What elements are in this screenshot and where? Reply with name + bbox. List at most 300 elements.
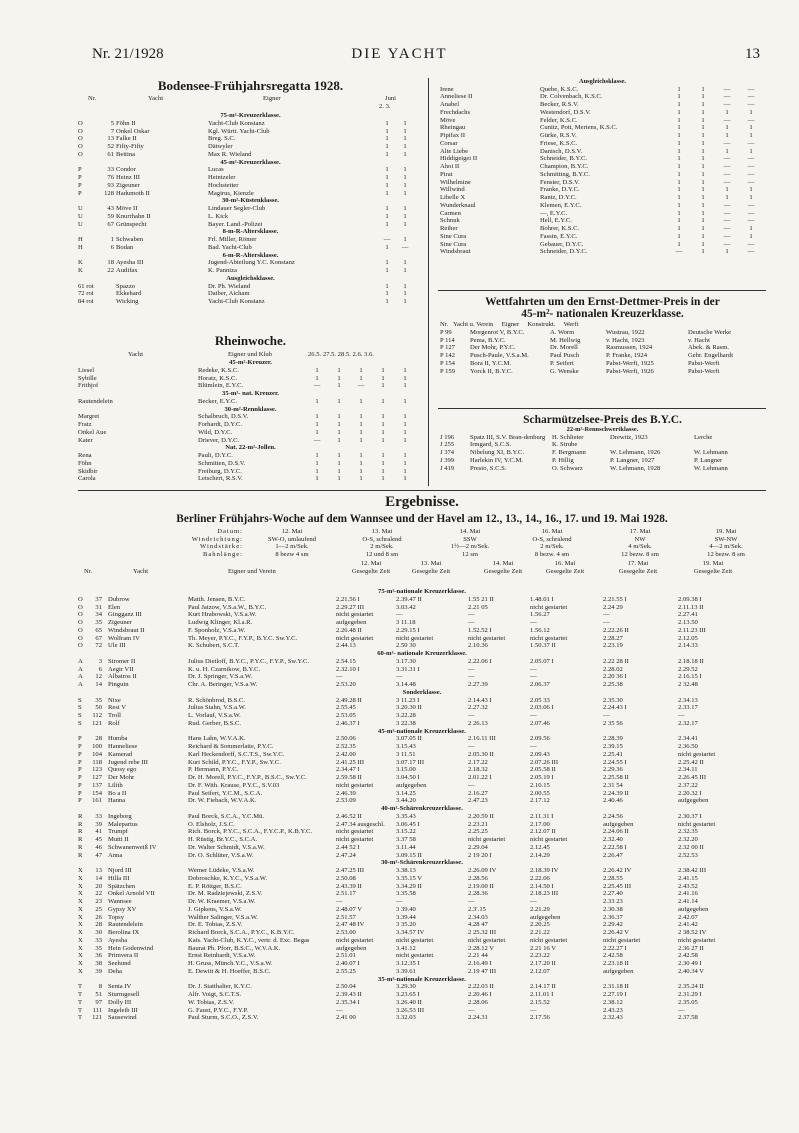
table-row [78,991,766,999]
scharmuetzel-subtitle: 22-m²-Rennschwertklasse. [566,426,639,433]
cell: T [78,998,83,1006]
cell: K. Strube [552,441,578,449]
table-row [78,929,766,937]
cell: 1 [385,259,389,267]
table-row [78,143,423,151]
cell: P 114 [440,336,455,344]
cell: Dr. W. Kraemer, V.S.a.W. [188,898,256,905]
cell: K. Panniza [208,267,237,274]
cell: 1.55 21 II [468,595,494,603]
section-heading: 45-m²-nationale Kreuzerklasse. [378,727,466,735]
cell: Dr. F. With. Krause, P.Y.C., S.V.03 [188,781,280,789]
cell: 2.03.06 I [530,704,554,712]
cell: 1 [337,467,341,475]
table-row [440,109,765,117]
cell: 1 [701,132,705,140]
cell: 3.14.48 [396,681,416,688]
rheinwoche-col-head [78,349,423,359]
cell: 2.53.09 [336,797,356,805]
table-row [78,921,766,929]
cell: 2.17.20 II [530,960,556,967]
cell: J 374 [440,449,455,457]
cell: 2 35 56 [603,719,623,727]
cell: Forhardt, D.Y.C. [198,421,243,428]
cell: 67 [107,220,114,228]
cell: Dubrow [108,595,130,603]
cell: 2.14.17 II [530,983,556,991]
cell: 1 [725,124,729,132]
cell: Schnuk [440,217,460,225]
cell: 34 [95,611,102,619]
cell: — [723,163,731,171]
cell: 2.28.12 V [468,944,495,952]
cell: 2.32 00 II [678,843,704,851]
cell: 2.32.10 I [336,665,360,673]
cell: X [78,936,83,944]
cell: 1 [337,421,341,428]
cell: 161 [92,797,102,805]
cell: nicht gestartet [336,781,374,789]
cell: — [723,209,731,217]
cell: P 142 [440,352,455,359]
weather-value: 12 und 8 sm [365,550,399,558]
cell: 111 [92,1006,102,1014]
cell: X [78,874,83,882]
cell: 1 [677,155,681,163]
cell: A [78,657,83,665]
cell: 1 [385,243,389,251]
cell: P. Hermann, P.Y.C. [188,766,239,774]
cell: 5 [110,119,114,127]
cell: 1 [385,174,389,181]
cell: 2.36 27 II [678,944,704,952]
cell: 2.26.48 II [336,626,362,634]
cell: 1 [385,220,389,228]
cell: 2.41.16 [678,890,698,898]
cell: 2.31.29 I [678,991,702,998]
cell: 1 [403,212,407,220]
cell: 12 [95,673,102,681]
cell: 1 [359,428,363,436]
cell: 1 [403,436,407,444]
cell: Frl. Miller, Römer [208,236,257,243]
cell: X [78,890,83,898]
cell: 1 [385,150,389,158]
cell: Bora II, Y.C.M. [470,359,512,367]
table-row [78,813,766,821]
table-row [440,241,765,249]
cell: 3.35.15 V [396,874,423,882]
cell: 1 [337,452,341,459]
weather-label: Datum: [217,528,243,535]
cell: Rautendelein [78,397,113,405]
cell: nicht gestartet [396,936,434,944]
cell: Carmen [440,209,461,217]
cell: 2 38.52 IV [678,929,707,936]
table-row [78,298,423,306]
dettmer-section [440,296,765,375]
cell: Felder, K.S.C. [540,116,578,124]
cell: 2.14.43 I [468,696,492,704]
cell: 1 [381,428,385,436]
cell: 2.59.58 II [336,774,362,781]
cell: 1 [385,189,389,197]
cell: aufgegeben [603,967,634,975]
col-nr: Nr. [88,95,97,102]
cell: P [78,766,82,774]
ausgleich-title: Ausgleichsklasse. [578,78,627,85]
cell: nicht gestartet [336,828,374,836]
table-row [78,759,766,767]
cell: U [78,212,83,220]
cell: nicht gestartet [468,836,506,843]
cell: 2.22.26 II [603,626,629,634]
cell: 2.07.26 III [530,758,559,766]
cell: 2.09.56 [530,735,550,743]
cell: P [78,181,82,189]
cell: aufgegeben [603,820,634,828]
cell: U [78,205,83,212]
bodensee-title: Bodensee-Frühjahrsregatta 1928. [157,78,344,93]
col-gesegelte-zeit: Gesegelte Zeit [483,568,523,575]
cell: Th. Meyer, P.Y.C., F.Y.P., B.Y.C. Sw.Y.C. [188,634,298,642]
cell: Pirat [440,170,453,178]
cell: 1 [677,209,681,217]
table-row [78,774,766,782]
cell: 3.29.30 [396,983,416,991]
cell: 33 [95,812,102,820]
cell: Schmitten, D.S.V. [198,459,246,467]
cell: 2.28.39 [603,735,623,743]
cell: 14 [95,874,102,882]
cell: Njord III [108,867,132,874]
cell: — [313,382,321,390]
cell: Wunderknaul [440,201,476,209]
cell: nicht gestartet [468,634,506,642]
cell: 23 [95,898,102,905]
col-dates: 26.5. 27.5. 28.5. 2.6. 3.6. [308,351,374,358]
cell: S [78,704,82,712]
cell: 2.32.17 [678,719,698,727]
cell: O. Schwarz [552,464,583,472]
cell: 1 [381,421,385,428]
section-heading: 35-m²- nat. Kreuzer. [222,390,279,397]
cell: 2.29.42 [603,921,623,929]
cell: 2.21 05 [468,603,488,611]
weather-value: 12 bezw. 8 sm [707,550,745,558]
cell: 1 [403,189,407,197]
column-divider [428,78,429,486]
cell: 1 [677,225,681,233]
cell: 2.39.15 [603,743,623,750]
cell: Gebauer, D.Y.C. [540,240,584,248]
cell: 22 [95,890,102,898]
cell: 2.35.24 II [678,983,704,991]
cell: 1 [403,205,407,212]
cell: 2.34.11 [678,766,698,774]
cell: 2.28.06 [468,998,488,1006]
cell: 8 [98,983,102,991]
cell: 127 [92,774,102,781]
cell: P [78,797,82,805]
cell: Möve [440,116,456,124]
weather-value: 8 bezw. 4 sm [534,550,570,558]
cell: 2.37.58 [678,1014,698,1022]
cell: Pipifax II [440,132,466,140]
cell: 2.20 36 I [603,673,627,681]
cell: O [78,595,83,603]
cell: 2.11.31 I [530,812,554,820]
cell: Rena [78,452,92,459]
table-row [78,468,423,476]
cell: Föhn [78,459,92,467]
table-row [78,1014,766,1022]
cell: Walther Salinger, V.S.a.W. [188,913,258,921]
table-row [78,743,766,751]
cell: 2.33 23 [603,898,623,905]
cell: 3.31.31 I [396,665,420,673]
cell: 121 [92,1014,102,1022]
table-row [78,128,423,136]
cell: 1 [677,93,681,101]
cell: J 255 [440,441,455,449]
table-row [78,1007,766,1015]
cell: Lindauer Segler-Club [208,205,266,212]
cell: Bad. Yacht-Club [208,243,252,251]
cell: 2.05.19 I [530,774,554,781]
cell: Richard Borck, S.C.A., P.Y.C., K.B.Y.C. [188,929,295,936]
cell: 1 [403,181,407,189]
cell: 1 [385,181,389,189]
cell: K. u. H. Czarnikow, B.Y.C. [188,665,261,673]
cell: 2.05 33 [530,696,550,704]
weather-label: Bahnlänge: [202,550,243,558]
cell: 3.26.40 II [396,998,422,1006]
cell: Irmgard, S.C.S. [470,441,512,449]
cell: 2.27.41 [678,611,698,619]
cell: Lucas [208,166,224,174]
cell: 1 [749,194,753,202]
cell: Kurt Hrabowski, V.S.a.W. [188,611,257,619]
cell: — [468,712,475,719]
cell: Dr. H. Morell, P.Y.C., F.Y.P., B.S.C., Sw.Y.C. [188,774,307,781]
cell: P 154 [440,359,455,367]
cell: 25 [95,905,102,913]
cell: 1 [749,225,753,233]
cell: X [78,882,83,890]
cell: 1 [701,225,705,233]
cell: Audifax [116,267,138,274]
cell: 1 [701,139,705,147]
cell: O [78,626,83,634]
cell: 1 [385,212,389,220]
cell: 1 [677,232,681,240]
cell: 1 [381,459,385,467]
cell: 1 [677,201,681,209]
table-row [78,797,766,805]
table-row [78,735,766,743]
cell: Deutsche Werke [688,328,732,336]
table-row [78,635,766,643]
cell: Paul Seifert, Y.C.M., S.C.A. [188,789,263,797]
cell: 2.20.46 I [468,991,492,998]
cell: 1 [749,108,753,116]
cell: Franke, D.Y.C. [540,186,580,194]
cell: 2.43.52 [678,882,698,890]
ergebnisse-section [78,494,766,1022]
cell: O [78,143,83,150]
cell: 1 [403,127,407,135]
cell: 2.22 28 II [603,657,629,665]
cell: nicht gestartet [336,936,374,944]
col-date: 13. Mai [420,560,442,567]
cell: 2.47.23 [468,797,488,805]
cell: R [78,812,83,820]
cell: Hiddigeigei II [440,155,478,163]
cell: 3 22.38 [396,719,416,727]
weather-value: 8 bezw 4 sm [275,550,309,558]
cell: 2 19 20 I [468,851,492,859]
cell: 2.43.39 II [336,882,362,890]
cell: Deha [108,967,122,975]
table-row [440,368,765,376]
table-row [78,983,766,991]
cell: Quosy ego [108,766,137,774]
cell: Bo a II [108,789,127,797]
cell: — [357,382,365,390]
cell: Paul Sturm, S.C.O., Z.S.V. [188,1014,259,1022]
cell: 1 [315,459,319,467]
cell: — [723,178,731,186]
table-row [78,421,423,429]
cell: 2.39.43 II [336,991,362,998]
table-row [78,712,766,720]
cell: X [78,921,83,929]
cell: — [723,155,731,163]
cell: Rolf [108,719,120,727]
cell: R. Schönbrod, B.S.C. [188,696,245,704]
cell: 2.15.52 [530,998,550,1006]
cell: Spazzo [116,282,136,290]
cell: — [530,898,537,905]
cell: Dr. E. Tobias, Z.S.V. [188,921,243,929]
cell: Margret [78,413,100,421]
table-row [78,945,766,953]
weather-value: 1½—2 m/Sek. [450,543,490,551]
cell: 1 [701,248,705,256]
cell: 2.28.56 [468,874,488,882]
cell: 6 [98,665,102,673]
cell: Ingeleib III [108,1006,138,1014]
cell: 1 [403,428,407,436]
cell: O [78,634,83,642]
cell: H. Rüstig, Br.Y.C., S.C.A. [188,836,258,843]
cell: Troll [108,712,121,719]
cell: 50 [95,704,102,712]
cell: Klemen, E.Y.C. [540,201,582,209]
cell: Chr. A. Beringer, V.S.a.W. [188,681,258,688]
cell: 2.21 16 V [530,944,557,952]
cell: Schalbruch, D.S.V. [198,413,249,421]
table-row [78,290,423,298]
cell: 1 [403,467,407,475]
cell: — [530,743,537,750]
cell: Ahoi II [440,163,460,171]
cell: 2.10.15 [530,781,550,789]
cell: 1 [381,436,385,444]
cell: 1 [403,459,407,467]
cell: 2.47.24 [336,851,356,859]
cell: 2.12.07 II [530,828,556,836]
cell: Humba [108,735,128,743]
table-row [78,190,423,198]
cell: Zigeuner [116,181,140,189]
cell: 2.55.45 [336,704,356,712]
cell: 3.39.61 [396,967,416,975]
cell: 2.21.22 [530,929,550,936]
cell: Föhn II [116,119,136,127]
cell: 2.36.50 [678,743,698,750]
col-eigner: Eigner und Verein [228,568,276,575]
cell: Dr. Morell [550,344,578,352]
cell: 1 [403,259,407,267]
cell: Elen [108,603,121,611]
weather-value: 12 sm [462,550,478,558]
cell: S [78,712,82,719]
weather-value: 2 m/Sek. [540,543,564,551]
cell: 1 [359,366,363,374]
cell: F. Sponholz, V.S.a.W. [188,626,246,634]
col-gesegelte-zeit: Gesegelte Zeit [618,568,658,575]
cell: 2.46.37 I [336,719,360,727]
cell: Irene [440,85,454,93]
weather-value: 16. Mai [541,528,563,535]
cell: 1 [749,124,753,132]
cell: 1 [677,194,681,202]
weather-value: 19. Mai [715,528,737,535]
cell: 1 [381,382,385,390]
cell: 2.20.32 I [678,789,702,797]
cell: v. Hacht, 1923 [606,336,645,344]
cell: 1 [337,382,341,390]
table-row [78,844,766,852]
table-row [78,367,423,375]
cell: 20 [95,882,102,890]
cell: Möve II [116,205,138,212]
divider [438,290,766,291]
cell: 1 [403,290,407,298]
cell: F. Bergmann [552,449,586,457]
cell: — [336,898,343,905]
cell: — [747,155,755,163]
cell: 1 [725,248,729,256]
cell: 2.32.40 [603,836,623,843]
weather-value: 12 bezw. 8 sm [621,550,659,558]
cell: Malepartus [108,820,138,828]
cell: Mutti II [108,836,129,843]
cell: O [78,127,83,135]
cell: — [747,93,755,101]
cell: 52 [107,143,114,150]
table-row [78,937,766,945]
cell: — [468,1006,475,1014]
cell: 1 [315,452,319,459]
cell: 35 [95,944,102,952]
cell: K [78,267,83,274]
cell: P. Langner, 1927 [610,456,655,464]
table-row [440,337,765,345]
cell: 2.26.09 IV [468,867,497,874]
